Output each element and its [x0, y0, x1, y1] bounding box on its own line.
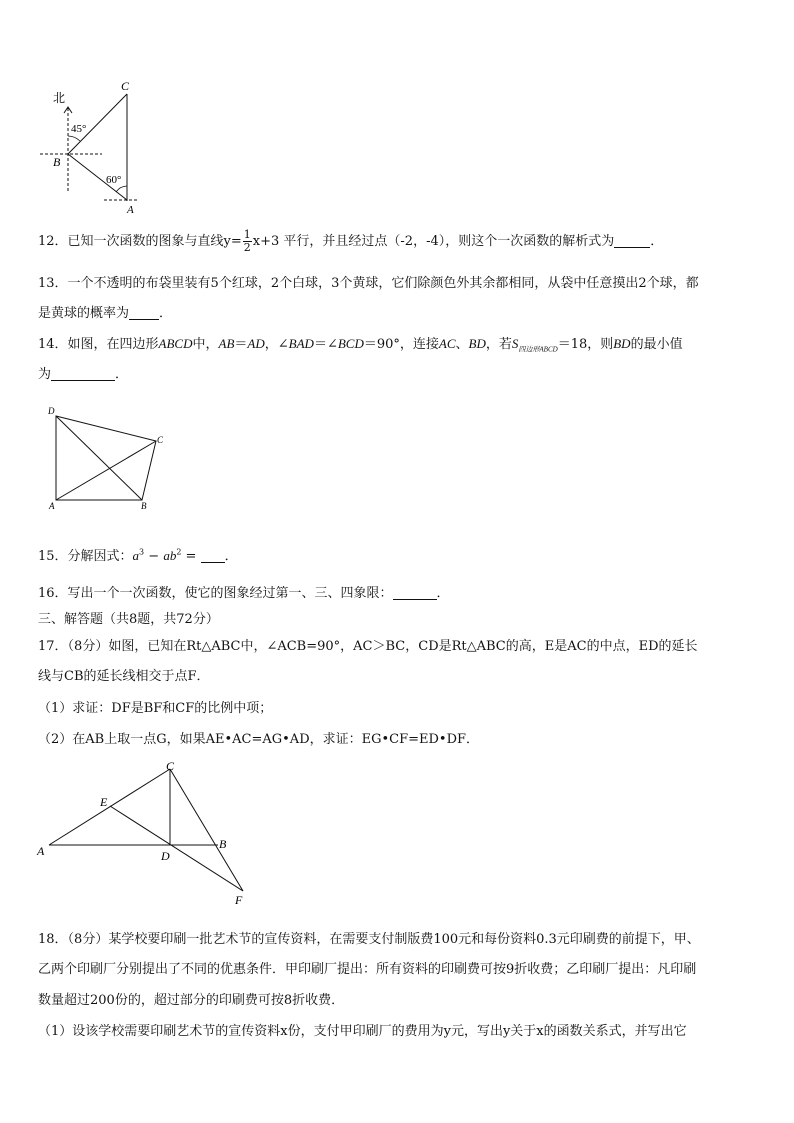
- triangle-figure: [34, 756, 264, 908]
- answer-blank-14[interactable]: [51, 366, 115, 381]
- question-18-line3: 数量超过200份的，超过部分的印刷费可按8折收费．: [38, 993, 345, 1008]
- compass-figure: [40, 76, 150, 216]
- answer-blank-15[interactable]: [201, 548, 225, 563]
- label-d: D: [48, 406, 55, 416]
- label-b: B: [141, 501, 147, 511]
- point-a-label: A: [127, 204, 134, 216]
- question-13-line2: 是黄球的概率为 ．: [38, 306, 173, 321]
- angle-arc-45: [68, 136, 80, 141]
- angle-arc-60: [116, 186, 127, 192]
- label-c: C: [166, 759, 175, 773]
- question-14-line1: 14．如图，在四边形ABCD中，AB＝AD，∠BAD＝∠BCD＝90°，连接AC、BD，若$S_{四边形ABCD}=18$，则BD的最小值: [38, 336, 683, 354]
- question-14-line2: 为 ．: [38, 367, 129, 382]
- question-13-line1: 13．一个不透明的布袋里装有5个红球，2个白球，3个黄球，它们除颜色外其余都相同，从袋中任意摸出2个球，都: [38, 276, 699, 291]
- quad-outline: [56, 416, 156, 500]
- label-d: D: [161, 849, 170, 863]
- question-18-line1: 18．（8分）某学校要印刷一批艺术节的宣传资料，在需要支付制版费100元和每份资料0.3元印刷费的前提下，甲、: [38, 932, 700, 947]
- question-12: 12．已知一次函数的图象与直线y= $\frac{1}{2}$ x+3 平行，并且经过点（-2，-4），则这个一次函数的解析式为 ．: [38, 228, 664, 254]
- question-18-line2: 乙两个印刷厂分别提出了不同的优惠条件．甲印刷厂提出：所有资料的印刷费可按9折收费；乙印刷厂提出：凡印刷: [38, 962, 697, 977]
- question-17-line2: 线与CB的延长线相交于点F．: [38, 669, 210, 684]
- question-17-part2: （2）在AB上取一点G，如果AE•AC=AG•AD，求证：EG•CF=ED•DF．: [38, 732, 480, 747]
- question-17-line1: 17．（8分）如图，已知在Rt△ABC中，∠ACB=90°，AC＞BC，CD是Rt△ABC的高，E是AC的中点，ED的延长: [38, 639, 698, 654]
- point-c-label: C: [121, 79, 130, 93]
- north-label: 北: [53, 91, 66, 105]
- label-b: B: [219, 837, 227, 851]
- segment-cf: [170, 769, 243, 891]
- diagonal-bd: [56, 416, 142, 500]
- segment-ac: [49, 769, 170, 845]
- label-c: C: [157, 435, 164, 445]
- answer-blank-16[interactable]: [393, 585, 437, 600]
- question-15: 15．分解因式：$a^3 - ab^2$ = ．: [38, 547, 238, 564]
- section-3-heading: 三、解答题（共8题，共72分）: [38, 612, 219, 627]
- question-16: 16．写出一个一次函数，使它的图象经过第一、三、四象限： ．: [38, 586, 450, 601]
- point-b-label: B: [53, 155, 61, 169]
- question-17-part1: （1）求证：DF是BF和CF的比例中项；: [38, 701, 273, 716]
- answer-blank-13[interactable]: [129, 305, 159, 320]
- angle-45-label: 45°: [71, 123, 87, 135]
- label-e: E: [100, 795, 108, 809]
- label-a: A: [49, 501, 55, 511]
- diagonal-ac: [56, 441, 156, 500]
- answer-blank-12[interactable]: [614, 233, 650, 248]
- fraction-half: $\frac{1}{2}$: [243, 228, 251, 254]
- question-18-part1: （1）设该学校需要印刷艺术节的宣传资料x份，支付甲印刷厂的费用为y元，写出y关于x的函数关系式，并写出它: [38, 1024, 687, 1039]
- label-f: F: [235, 893, 243, 907]
- angle-60-label: 60°: [106, 174, 122, 186]
- label-a: A: [37, 844, 45, 858]
- quadrilateral-figure: [44, 403, 174, 515]
